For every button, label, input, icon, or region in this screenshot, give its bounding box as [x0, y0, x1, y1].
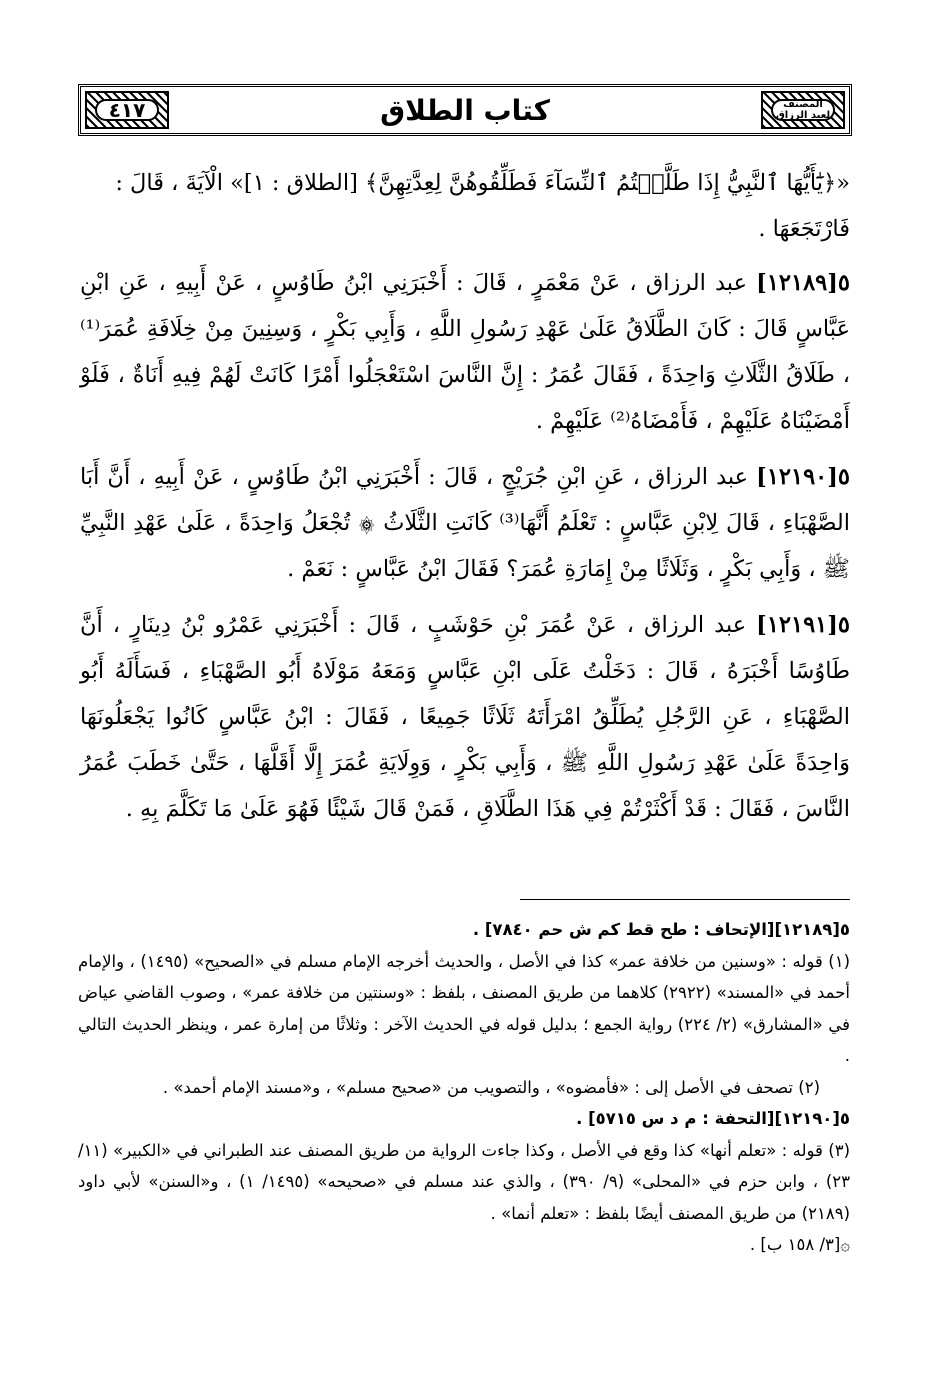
main-text [80, 160, 850, 842]
footnote-2: (٢) تصحف في الأصل إلى : «فأمضوه» ، والتصويب من «صحيح مسلم» ، و«مسند الإمام أحمد» . [162, 1077, 820, 1097]
intro-paragraph [80, 160, 850, 252]
hadith-text: عبد الرزاق ، عَنْ عُمَرَ بْنِ حَوْشَبٍ ، قَالَ : أَخْبَرَنِي عَمْرُو بْنُ دِينَارٍ ، أَنَّ طَاوُسًا أَخْبَرَهُ ، قَالَ : دَخَلْتُ عَلَى ابْنِ عَبَّاسٍ وَمَعَهُ مَوْلَاهُ أَبُو الصَّهْبَاءِ ، فَسَأَلَهُ أَبُو الصَّهْبَاءِ ، عَنِ الرَّجُلِ يُطَلِّقُ امْرَأَتَهُ ثَلَاثًا جَمِيعًا ، فَقَالَ : ابْنُ عَبَّاسٍ كَانُوا يَجْعَلُونَهَا وَاحِدَةً عَلَىٰ عَهْدِ رَسُولِ اللَّهِ ﷺ ، وَأَبِي بَكْرٍ ، وَوِلَايَةِ عُمَرَ إِلَّا أَقَلَّهَا ، حَتَّىٰ خَطَبَ عُمَرُ النَّاسَ ، فَقَالَ : قَدْ أَكْثَرْتُمْ فِي هَذَا الطَّلَاقِ ، فَمَنْ قَالَ شَيْئًا فَهُوَ عَلَىٰ مَا تَكَلَّمَ بِهِ . [80, 612, 850, 822]
hadith-number: ٥[١٢١٩١] [756, 612, 851, 638]
footnote-divider [520, 899, 850, 900]
footnote-1: (١) قوله : «وسنين من خلافة عمر» كذا في الأصل ، والحديث أخرجه الإمام مسلم في «الصحيح» (١٤٩٥) ، والإمام أحمد في «المسند» (٢٩٢٢) كلاهما من طريق المصنف ، بلفظ : «وسنتين من خلافة عمر» ، وصوب القاضي عياض في «المشارق» (٢/ ٢٢٤) رواية الجمع ؛ بدليل قوله في الحديث الآخر : وثلاثًا من إمارة عمر ، وينظر الحديث التالي . [78, 951, 850, 1065]
hadith-text: عبد الرزاق ، عَنِ ابْنِ جُرَيْجٍ ، قَالَ : أَخْبَرَنِي ابْنُ طَاوُسٍ ، عَنْ أَبِيهِ ، أَنَّ أَبَا الصَّهْبَاءِ ، قَالَ لِابْنِ عَبَّاسٍ : تَعْلَمُ أَنَّهَا⁽³⁾ كَانَتِ الثَّلَاثُ ۞ تُجْعَلُ وَاحِدَةً ، عَلَىٰ عَهْدِ النَّبِيِّ ﷺ ، وَأَبِي بَكْرٍ ، وَثَلَاثًا مِنْ إِمَارَةِ عُمَرَ؟ فَقَالَ ابْنُ عَبَّاسٍ : نَعَمْ . [80, 464, 850, 582]
hadith-number: ٥[١٢١٩٠] [756, 464, 850, 490]
footnotes [78, 914, 850, 1261]
chapter-title: كتاب الطلاق [380, 93, 550, 127]
footnote-3: (٣) قوله : «تعلم أنها» كذا وقع في الأصل ، وكذا جاءت الرواية من طريق المصنف عند الطبراني في «الكبير» (١١/ ٢٣) ، وابن حزم في «المحلى» (٩/ ٣٩٠) ، والذي عند مسلم في «صحيحه» (١٤٩٥/ ١) ، و«السنن» لأبي داود (٢١٨٩) من طريق المصنف أيضًا بلفظ : «تعلم أنما» . [78, 1140, 850, 1223]
hadith-number: ٥[١٢١٨٩] [756, 270, 850, 296]
hadith-12189 [80, 260, 850, 444]
hadith-12190 [80, 454, 850, 592]
hadith-text: عبد الرزاق ، عَنْ مَعْمَرٍ ، قَالَ : أَخْبَرَنِي ابْنُ طَاوُسٍ ، عَنْ أَبِيهِ ، عَنِ ابْنِ عَبَّاسٍ قَالَ : كَانَ الطَّلَاقُ عَلَىٰ عَهْدِ رَسُولِ اللَّهِ ، وَأَبِي بَكْرٍ ، وَسِنِينَ مِنْ خِلَافَةِ عُمَرَ⁽¹⁾ ، طَلَاقُ الثَّلَاثِ وَاحِدَةً ، فَقَالَ عُمَرُ : إِنَّ النَّاسَ اسْتَعْجَلُوا أَمْرًا كَانَتْ لَهُمْ فِيهِ أَنَاةٌ ، فَلَوْ أَمْضَيْنَاهُ عَلَيْهِمْ ، فَأَمْضَاهُ⁽²⁾ عَلَيْهِمْ . [80, 270, 850, 434]
folio-marker: ۞[٣/ ١٥٨ ب] . [749, 1235, 850, 1254]
page-number-frame [85, 91, 169, 129]
book-emblem [761, 91, 845, 129]
footnote-ref-12189: ٥[١٢١٨٩][الإتحاف : طح قط كم ش حم ٧٨٤٠] . [472, 920, 850, 939]
intro-line-1: «﴿يَٰٓأَيُّهَا ٱلنَّبِيُّ إِذَا طَلَّقۡتُمُ ٱلنِّسَآءَ فَطَلِّقُوهُنَّ لِعِدَّتِهِنَّ﴾ [الطلاق : ١]» الْآيَةَ ، قَالَ : [115, 170, 850, 196]
footnote-ref-12190: ٥[١٢١٩٠][التحفة : م د س ٥٧١٥] . [576, 1109, 850, 1128]
book-emblem-label: المصنف لعبد الرزاق [771, 99, 835, 121]
page-header [78, 84, 852, 136]
page-number: ٤١٧ [95, 99, 159, 121]
intro-line-2: فَارْتَجَعَهَا . [758, 216, 850, 242]
hadith-12191 [80, 602, 850, 832]
